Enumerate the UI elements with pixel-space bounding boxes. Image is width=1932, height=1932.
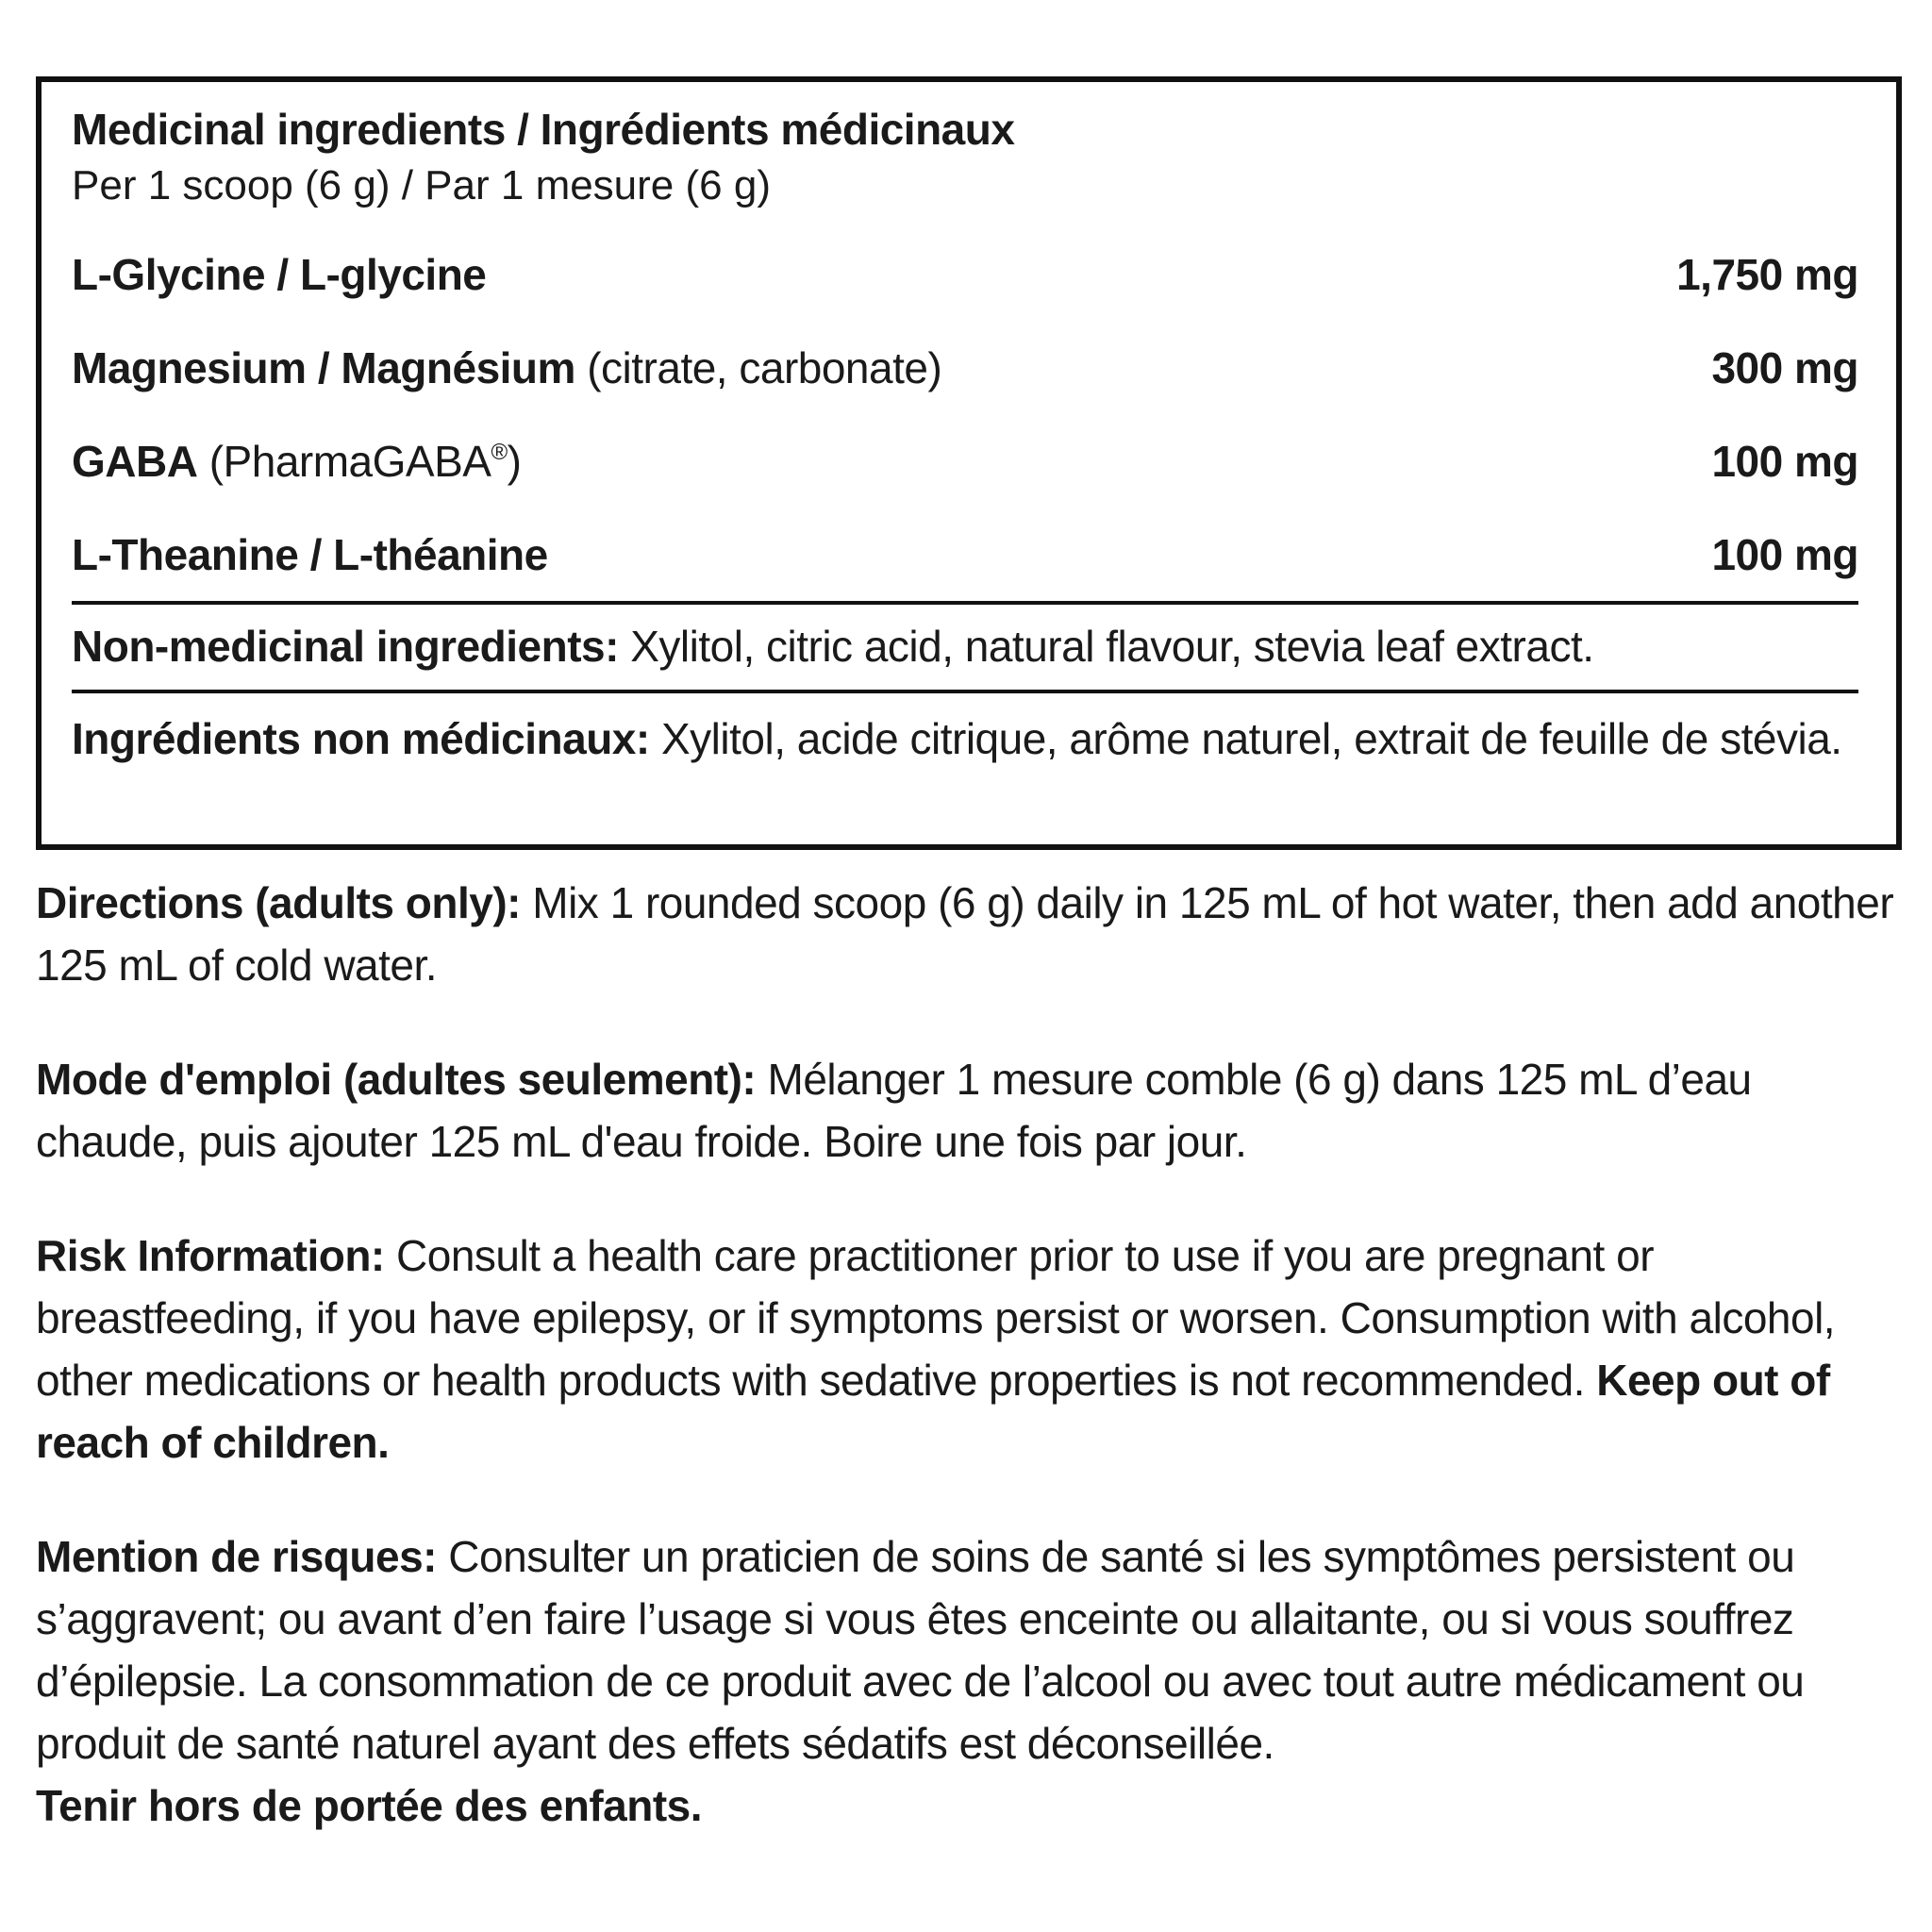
ingredient-name: L-Theanine / L-théanine (72, 529, 548, 579)
directions-fr-text: Mélanger 1 mesure comble (6 g) dans 125 mL d’eau chaude, puis ajouter 125 mL d'eau froide. Boire une fois par jour. (36, 1055, 1752, 1166)
registered-mark: ® (491, 439, 508, 465)
ingredient-amount: 100 mg (1711, 436, 1858, 486)
directions-fr-label: Mode d'emploi (adultes seulement): (36, 1055, 757, 1104)
label-body-text (36, 872, 1904, 1837)
directions-en (36, 872, 1904, 996)
risk-en-text: Consult a health care practitioner prior to use if you are pregnant or breastfeeding, if you have epilepsy, or if symptoms persist or worsen. Consumption with alcohol, other medications or health products with sedative properties is not recommended. (36, 1231, 1836, 1405)
directions-en-text: Mix 1 rounded scoop (6 g) daily in 125 mL of hot water, then add another 125 mL of cold water. (36, 878, 1894, 990)
ingredient-amount: 100 mg (1711, 529, 1858, 579)
non-medicinal-en-label: Non-medicinal ingredients: (72, 622, 619, 671)
ingredient-note: (citrate, carbonate) (575, 342, 942, 392)
ingredient-row (72, 321, 1858, 414)
directions-fr (36, 1048, 1904, 1173)
non-medicinal-fr-label: Ingrédients non médicinaux: (72, 714, 650, 763)
medicinal-heading: Medicinal ingredients / Ingrédients médicinaux (72, 105, 1015, 154)
risk-en-label: Risk Information: (36, 1231, 385, 1280)
risk-fr-label: Mention de risques: (36, 1532, 437, 1581)
ingredient-note-end: ) (507, 436, 522, 486)
directions-en-label: Directions (adults only): (36, 878, 521, 927)
ingredient-amount: 300 mg (1711, 342, 1858, 392)
non-medicinal-en (72, 605, 1858, 690)
non-medicinal-fr (72, 693, 1858, 767)
ingredient-name: L-Glycine / L-glycine (72, 249, 487, 299)
risk-fr-text: Consulter un praticien de soins de santé si les symptômes persistent ou s’aggravent; ou avant d’en faire l’usage si vous êtes enceinte ou allaitante, ou si vous souffrez d’épilepsie. La consommation de ce produit avec de l’alcool ou avec tout autre médicament ou produit de santé naturel ayant des effets sédatifs est déconseillée. (36, 1532, 1805, 1768)
ingredient-row (72, 508, 1858, 601)
ingredient-row (72, 227, 1858, 321)
risk-fr-warning: Tenir hors de portée des enfants. (36, 1781, 703, 1830)
ingredient-name: GABA (72, 436, 198, 486)
risk-fr (36, 1525, 1904, 1837)
medicinal-ingredients-panel (36, 76, 1902, 850)
ingredient-note: (PharmaGABA (197, 436, 491, 486)
ingredient-row (72, 414, 1858, 508)
risk-en (36, 1224, 1904, 1474)
ingredient-name: Magnesium / Magnésium (72, 342, 575, 392)
risk-en-warning: Keep out of reach of children. (36, 1356, 1830, 1467)
non-medicinal-fr-text: Xylitol, acide citrique, arôme naturel, extrait de feuille de stévia. (649, 714, 1842, 763)
ingredient-amount: 1,750 mg (1676, 249, 1858, 299)
serving-size: Per 1 scoop (6 g) / Par 1 mesure (6 g) (72, 162, 771, 208)
non-medicinal-en-text: Xylitol, citric acid, natural flavour, stevia leaf extract. (618, 622, 1594, 671)
